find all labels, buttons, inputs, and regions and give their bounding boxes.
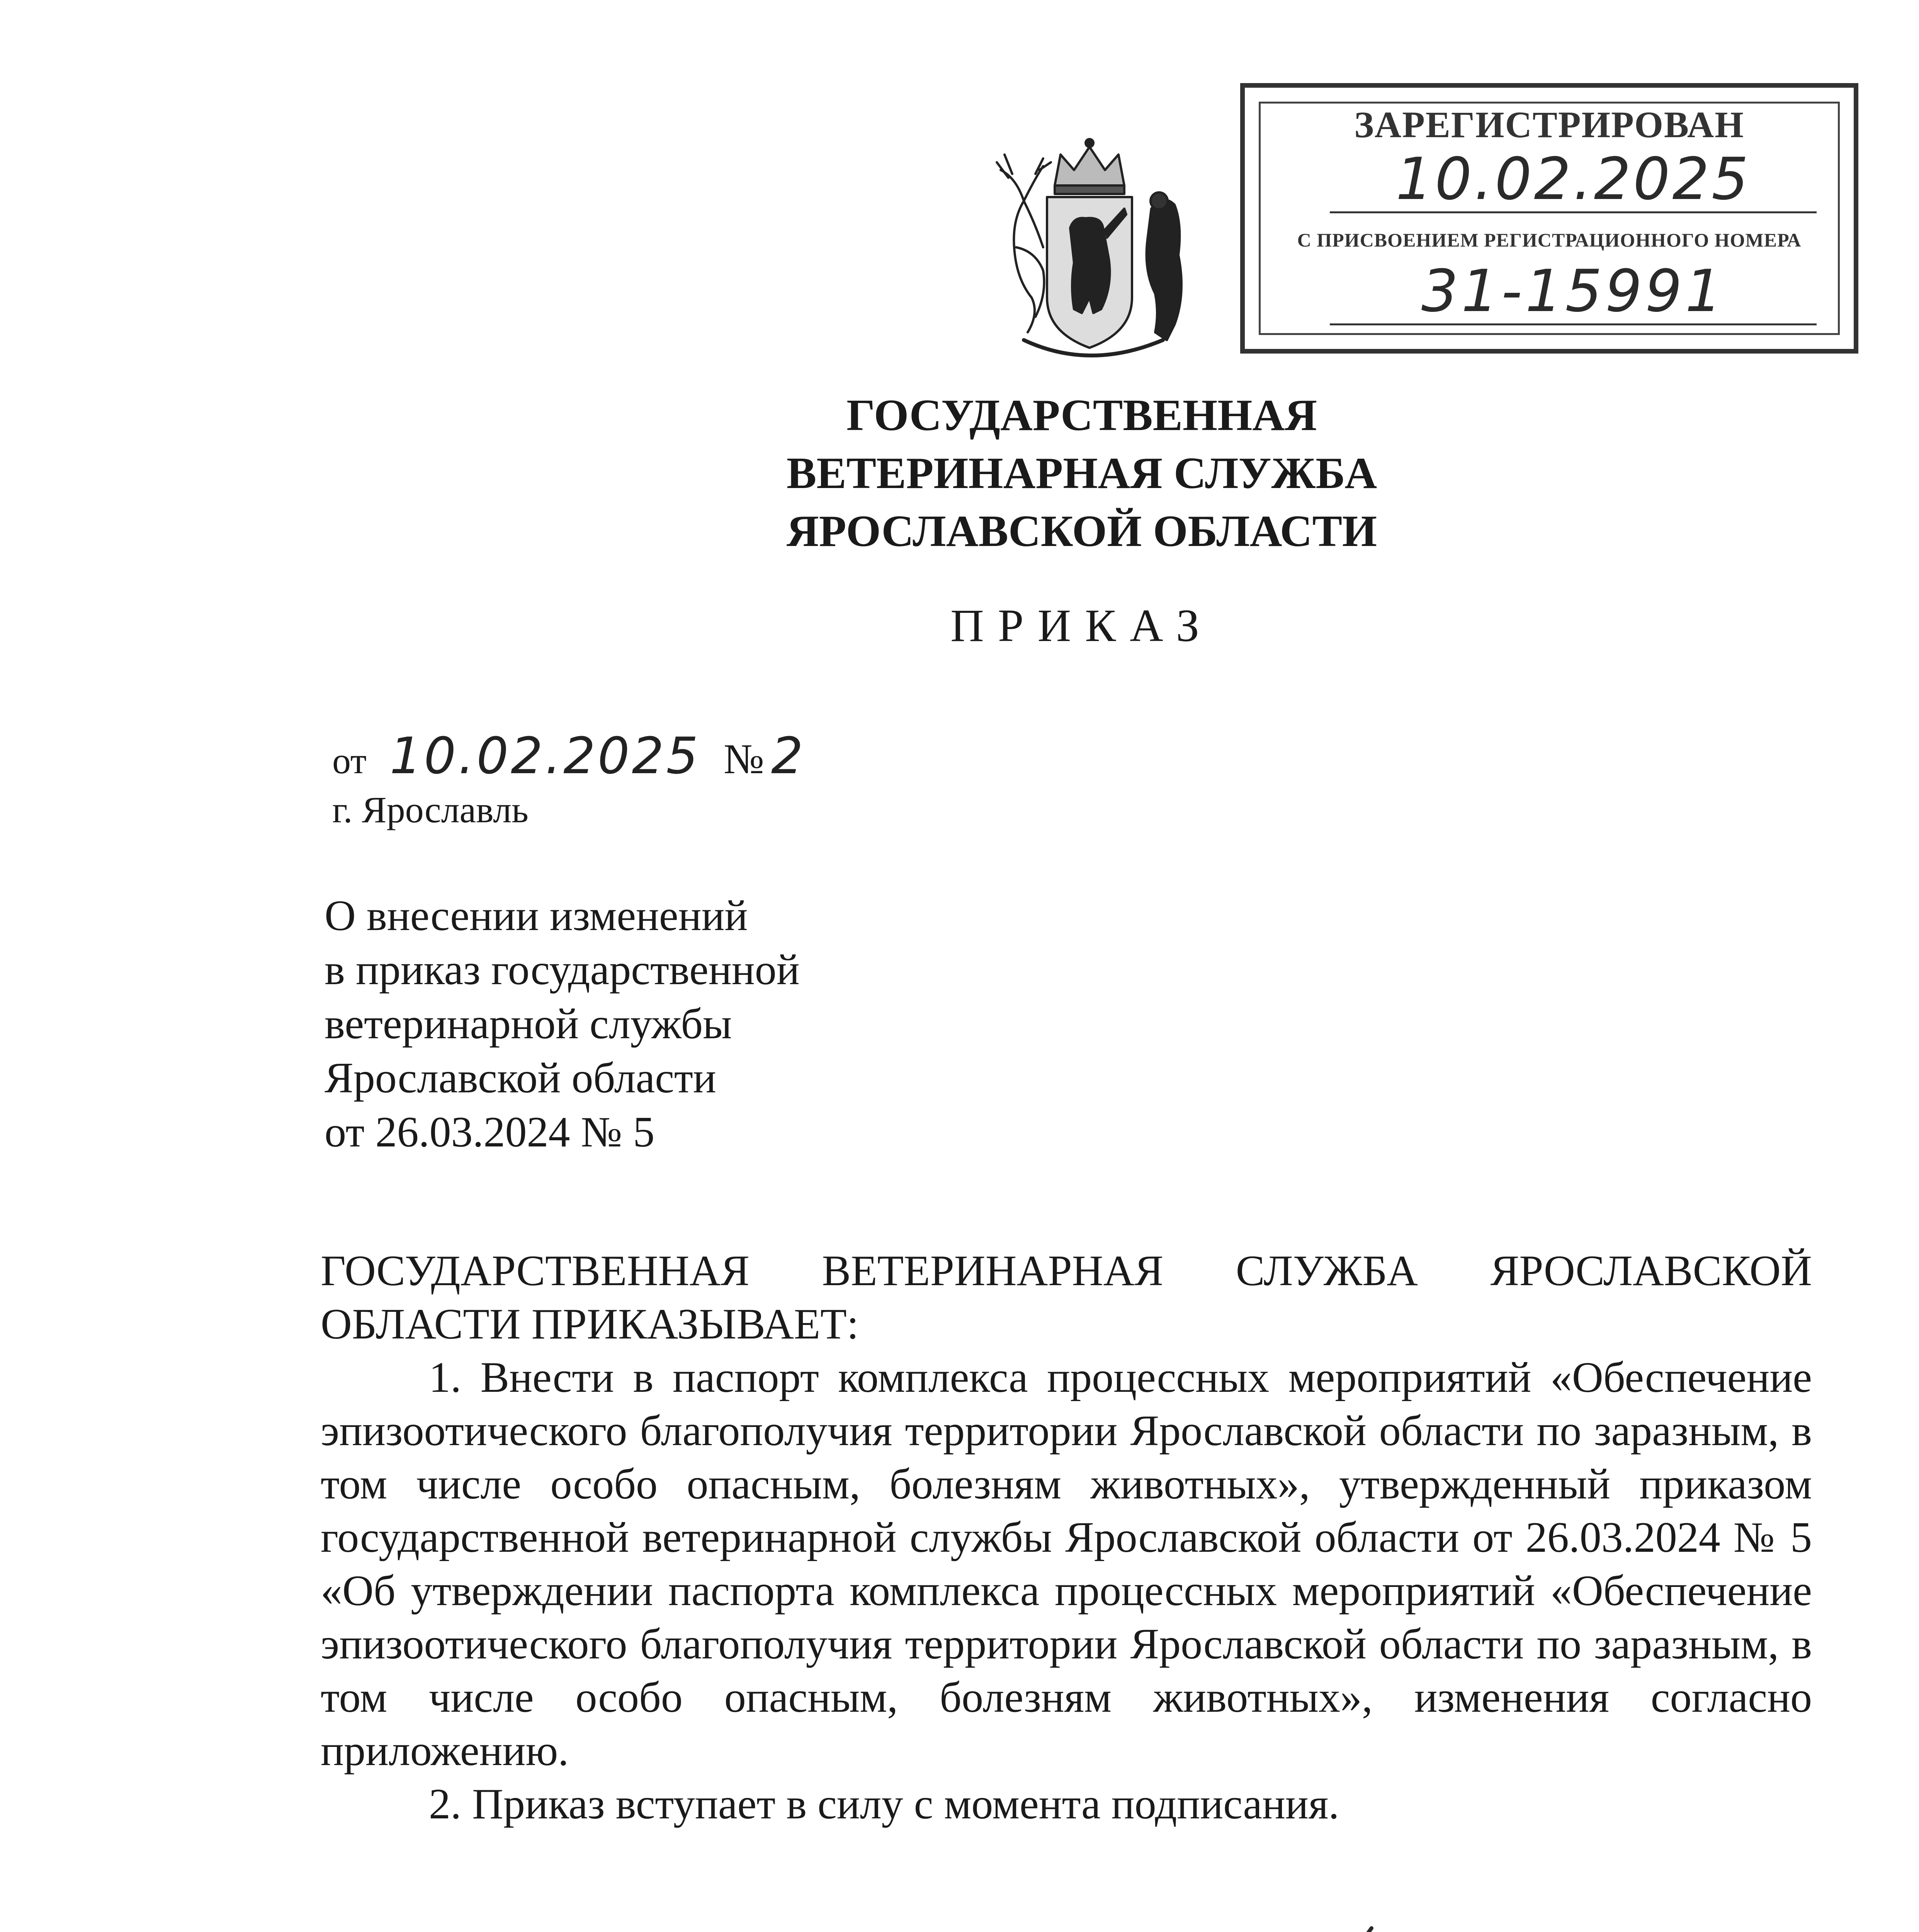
order-number-handwritten: 2 (771, 726, 803, 785)
order-preamble: ГОСУДАРСТВЕННАЯ ВЕТЕРИНАРНАЯ СЛУЖБА ЯРОСЛАВСКОЙ ОБЛАСТИ ПРИКАЗЫВАЕТ: (321, 1247, 1812, 1348)
order-date-handwritten: 10.02.2025 (389, 726, 701, 785)
stamp-underline-date (1330, 211, 1817, 213)
subject-line: от 26.03.2024 № 5 (325, 1108, 655, 1156)
stamp-title: ЗАРЕГИСТРИРОВАН (1354, 104, 1744, 145)
order-body (321, 1244, 1812, 1831)
subject-line: в приказ государственной (325, 946, 800, 994)
order-item-1: 1. Внести в паспорт комплекса процессных мероприятий «Обеспечение эпизоотического благополучия территории Ярославской области по заразным, в том числе особо опасным, болезням животных», утвержденный приказом государственной ветеринарной службы Ярославской области от 26.03.2024 № 5 «Об утверждении паспорта комплекса процессных мероприятий «Обеспечение эпизоотического благополучия территории Ярославской области по заразным, в том числе особо опасным, болезням животных», изменения согласно приложению. (321, 1354, 1812, 1775)
org-title-line-1: ГОСУДАРСТВЕННАЯ (846, 391, 1317, 440)
stamp-subtitle: С ПРИСВОЕНИЕМ РЕГИСТРАЦИОННОГО НОМЕРА (1297, 229, 1802, 251)
from-label: от (332, 740, 367, 781)
org-title-line-2: ВЕТЕРИНАРНАЯ СЛУЖБА (786, 449, 1377, 498)
registration-stamp (1240, 83, 1858, 354)
yaroslavl-coat-of-arms-icon (977, 131, 1202, 363)
order-item-2: 2. Приказ вступает в силу с момента подписания. (429, 1780, 1339, 1828)
order-city: г. Ярославль (332, 789, 529, 830)
number-label: № (724, 735, 764, 782)
subject-line: О внесении изменений (325, 892, 748, 940)
stamp-date: 10.02.2025 (1395, 146, 1751, 213)
document-type: ПРИКАЗ (950, 600, 1213, 651)
stamp-underline-number (1330, 323, 1817, 325)
subject-line: Ярославской области (325, 1054, 716, 1102)
stamp-registration-number: 31-15991 (1421, 258, 1725, 325)
org-title-line-3: ЯРОСЛАВСКОЙ ОБЛАСТИ (786, 507, 1377, 556)
handwritten-signature-icon (1024, 1924, 1468, 1932)
organization-title (541, 386, 1623, 560)
order-subject (325, 889, 904, 1159)
subject-line: ветеринарной службы (325, 1000, 732, 1048)
